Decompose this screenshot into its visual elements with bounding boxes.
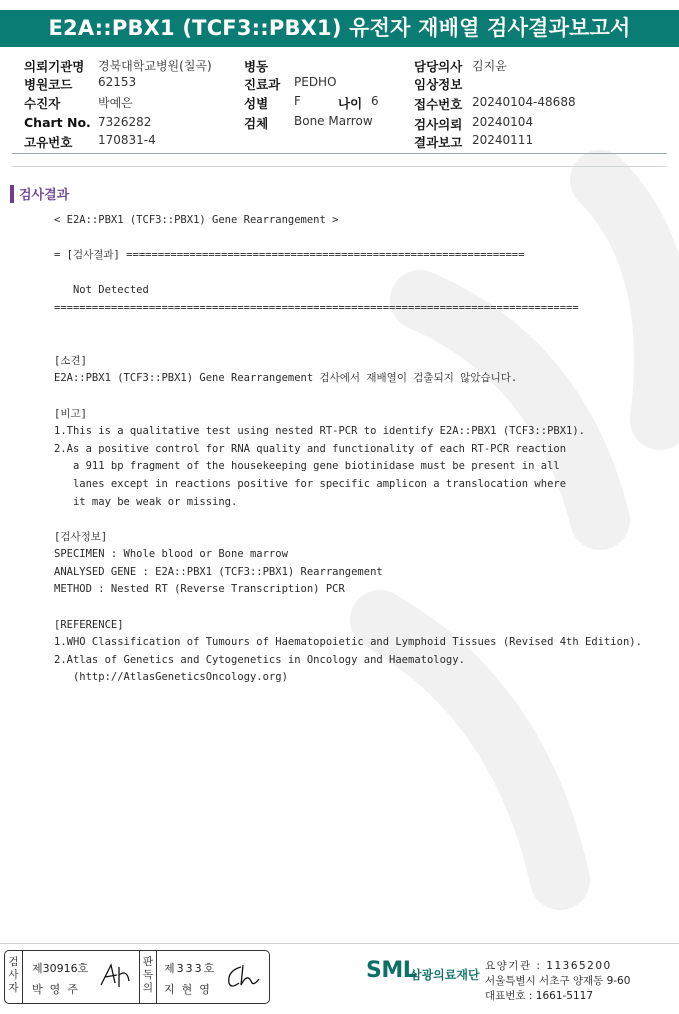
divider xyxy=(12,166,667,167)
report-line: 2.Atlas of Genetics and Cytogenetics in Oncology and Haematology. xyxy=(54,653,465,666)
report-line xyxy=(54,511,674,529)
chart-value: 7326282 xyxy=(98,115,152,129)
report-line: 2.As a positive control for RNA quality and functionality of each RT-PCR reaction xyxy=(54,442,567,455)
examiner-number: 제30916호 xyxy=(32,962,89,975)
report-line xyxy=(54,599,674,617)
phone-number: 대표번호 : 1661-5117 xyxy=(485,990,594,1002)
report-line: ANALYSED GENE : E2A::PBX1 (TCF3::PBX1) Rearrangement xyxy=(54,565,383,578)
specimen-value: Bone Marrow xyxy=(294,114,373,128)
specimen-label: 검체 xyxy=(244,116,269,131)
signature-box xyxy=(4,950,270,1004)
report-line xyxy=(54,265,674,283)
examiner-label-text: 검사자 xyxy=(8,956,19,994)
report-line: Not Detected xyxy=(54,284,149,297)
org-name: 삼광의료재단 xyxy=(410,968,480,982)
report-line: [REFERENCE] xyxy=(54,618,124,631)
report-line: =================================================================================== xyxy=(54,301,579,314)
reviewer-number: 제333호 xyxy=(164,962,217,975)
ward-label: 병동 xyxy=(244,59,269,74)
doctor-label: 담당의사 xyxy=(414,59,463,74)
receipt-label: 접수번호 xyxy=(414,97,463,112)
chart-label: Chart No. xyxy=(24,115,91,130)
recipient-label: 수진자 xyxy=(24,96,61,111)
examiner-label xyxy=(5,951,23,1003)
section-title: 검사결과 xyxy=(19,188,70,203)
report-title: E2A::PBX1 (TCF3::PBX1) 유전자 재배열 검사결과보고서 xyxy=(0,10,679,47)
report-line: a 911 bp fragment of the housekeeping gene biotinidase must be present in all xyxy=(54,460,560,473)
report-body xyxy=(54,212,674,687)
divider xyxy=(12,153,667,154)
section-accent-bar xyxy=(10,185,14,203)
report-line: E2A::PBX1 (TCF3::PBX1) Gene Rearrangement 검사에서 재배열이 검출되지 않았습니다. xyxy=(54,372,518,385)
report-line xyxy=(54,335,674,353)
address: 서울특별시 서초구 양재동 9-60 xyxy=(485,975,631,987)
code-value: 62153 xyxy=(98,75,137,89)
report-line: (http://AtlasGeneticsOncology.org) xyxy=(54,671,288,684)
report-line: < E2A::PBX1 (TCF3::PBX1) Gene Rearrangement > xyxy=(54,214,339,226)
report-line: SPECIMEN : Whole blood or Bone marrow xyxy=(54,548,288,561)
examiner-signature xyxy=(97,961,133,991)
recipient-value: 박예은 xyxy=(98,96,133,110)
report-line: 1.WHO Classification of Tumours of Haematopoietic and Lymphoid Tissues (Revised 4th Edition). xyxy=(54,636,642,649)
report-line: it may be weak or missing. xyxy=(54,495,238,508)
hospital-value: 경북대학교병원(칠곡) xyxy=(98,59,212,73)
report-line: [비고] xyxy=(54,407,87,420)
sex-value: F xyxy=(294,94,301,108)
report-line xyxy=(54,388,674,406)
dept-value: PEDHO xyxy=(294,75,337,89)
report-line: [검사정보] xyxy=(54,530,108,543)
reviewer-signature xyxy=(223,961,263,991)
logo-text: SML xyxy=(366,958,417,983)
unique-label: 고유번호 xyxy=(24,135,73,150)
footer-divider xyxy=(0,943,679,944)
report-line xyxy=(54,230,674,248)
examiner-name: 박영주 xyxy=(32,983,85,996)
age-label: 나이 xyxy=(338,96,363,111)
report-line: 1.This is a qualitative test using nested RT-PCR to identify E2A::PBX1 (TCF3::PBX1). xyxy=(54,425,586,438)
clinical-label: 임상정보 xyxy=(414,77,463,92)
doctor-value: 김지윤 xyxy=(472,59,507,73)
request-value: 20240104 xyxy=(472,115,534,129)
reviewer-label-text: 판독의 xyxy=(142,956,154,994)
code-label: 병원코드 xyxy=(24,77,73,92)
unique-value: 170831-4 xyxy=(98,133,156,147)
report-line: [소견] xyxy=(54,354,87,367)
report-label: 결과보고 xyxy=(414,135,463,150)
dept-label: 진료과 xyxy=(244,77,281,92)
reviewer-name: 지현영 xyxy=(164,983,217,996)
age-value: 6 xyxy=(371,94,379,108)
sex-label: 성별 xyxy=(244,96,269,111)
report-line xyxy=(54,318,674,336)
request-label: 검사의뢰 xyxy=(414,117,463,132)
receipt-value: 20240104-48688 xyxy=(472,95,576,109)
report-value: 20240111 xyxy=(472,133,534,147)
reviewer-label xyxy=(139,951,157,1003)
report-line: METHOD : Nested RT (Reverse Transcription) PCR xyxy=(54,583,345,596)
care-number: 요양기관 : 11365200 xyxy=(485,960,612,972)
report-line: lanes except in reactions positive for specific amplicon a translocation where xyxy=(54,477,567,490)
hospital-label: 의뢰기관명 xyxy=(24,59,85,74)
report-line: = [검사결과] =============================================================== xyxy=(54,249,525,262)
